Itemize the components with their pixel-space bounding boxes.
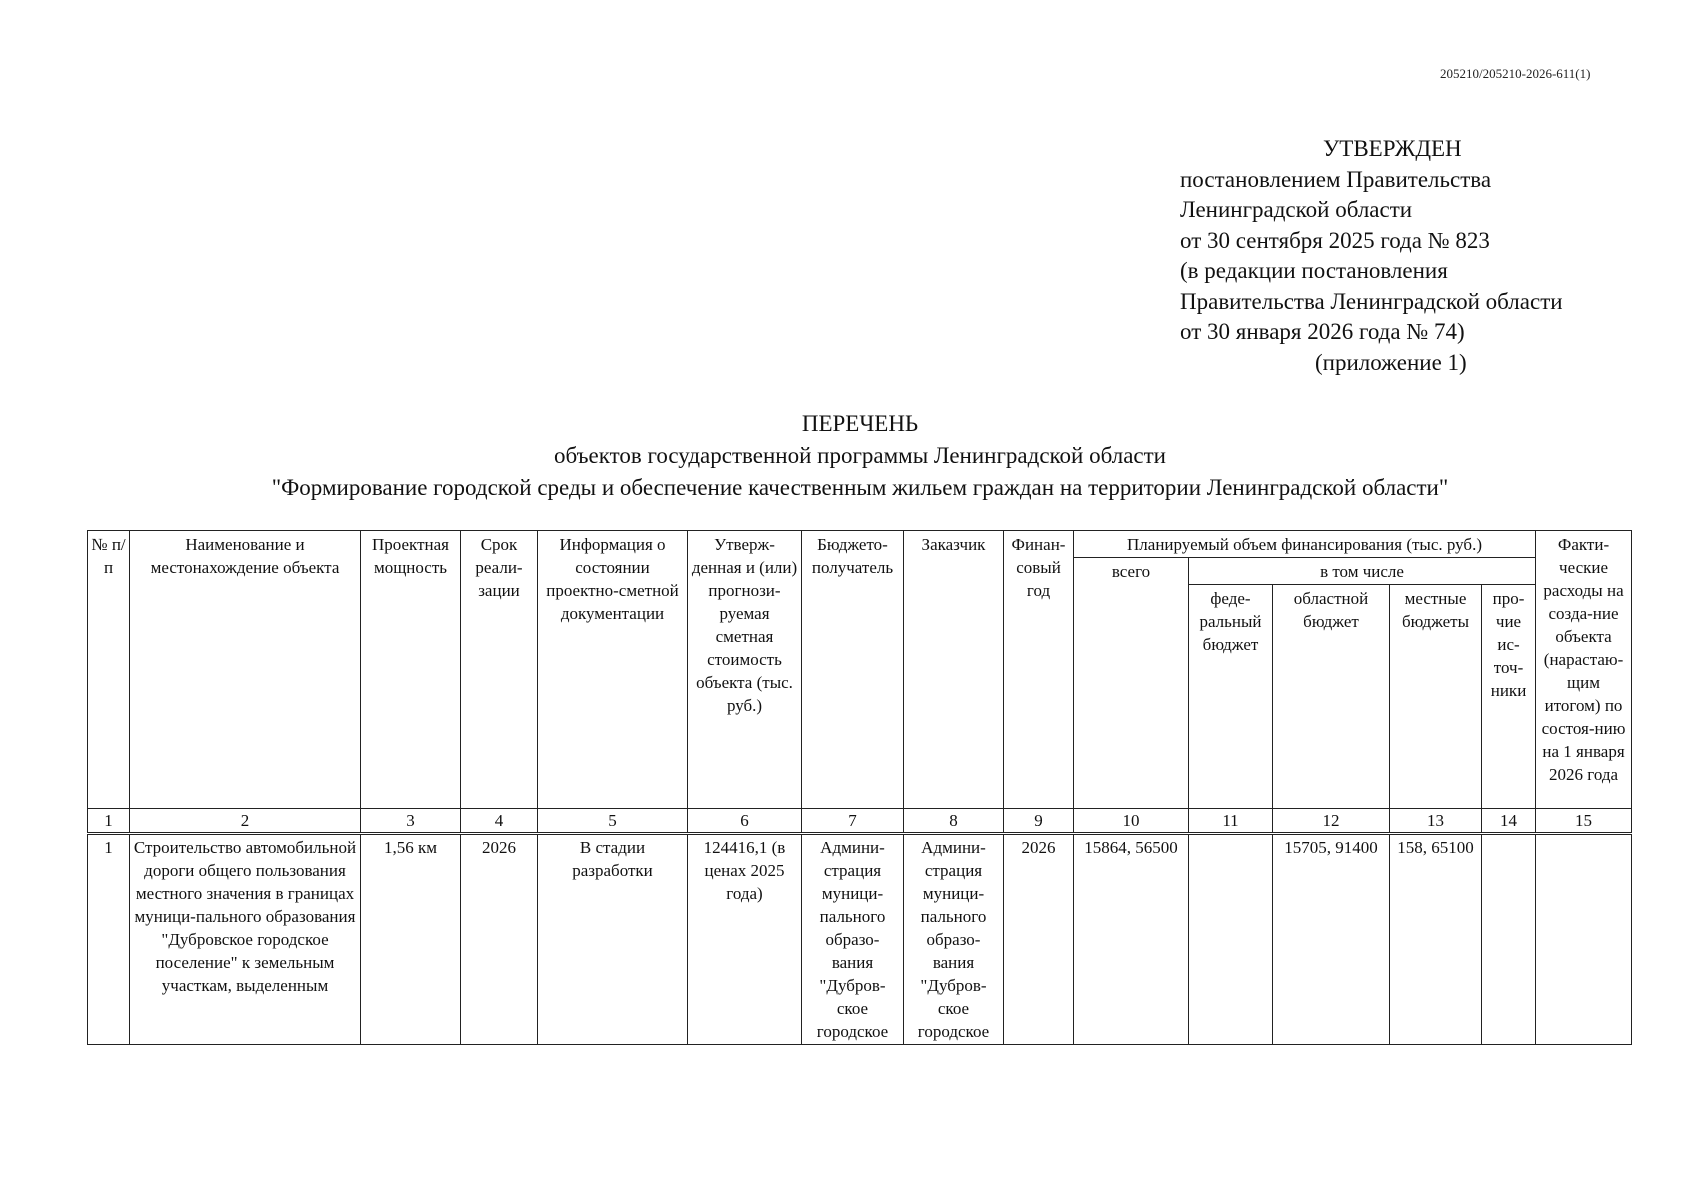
cell-psd-info: В стадии разработки: [538, 834, 688, 1045]
column-number: 1: [88, 809, 130, 834]
column-number: 7: [802, 809, 904, 834]
column-number: 3: [361, 809, 461, 834]
cell-term: 2026: [461, 834, 538, 1045]
approval-line: от 30 января 2026 года № 74): [1180, 319, 1465, 344]
header-actual: Факти-ческие расходы на созда-ние объекта (нарастаю-щим итогом) по состоя-нию на 1 января 2026 года: [1536, 531, 1632, 809]
header-term: Срок реали-зации: [461, 531, 538, 809]
header-planned: Планируемый объем финансирования (тыс. руб.): [1074, 531, 1536, 558]
approval-line: Ленинградской области: [1180, 197, 1413, 222]
approval-line: Правительства Ленинградской области: [1180, 288, 1563, 314]
document-number: 205210/205210-2026-611(1): [1440, 66, 1591, 81]
cell-name: Строительство автомобильной дороги общего пользования местного значения в границах муници-пального образования "Дубровское городское поселение" к земельным участкам, выделенным: [130, 834, 361, 1045]
cell-regional: 15705, 91400: [1273, 834, 1390, 1045]
header-customer: Заказчик: [904, 531, 1004, 809]
approval-appendix: (приложение 1): [1315, 349, 1467, 375]
approval-line: (в редакции постановления: [1180, 258, 1448, 283]
cell-local: 158, 65100: [1390, 834, 1482, 1045]
objects-table: [87, 530, 1632, 1045]
header-name: Наименование и местонахождение объекта: [130, 531, 361, 809]
column-number: 9: [1004, 809, 1074, 834]
column-number: 4: [461, 809, 538, 834]
cell-capacity: 1,56 км: [361, 834, 461, 1045]
column-number: 8: [904, 809, 1004, 834]
cell-actual: [1536, 834, 1632, 1045]
column-number: 13: [1390, 809, 1482, 834]
table-row: [88, 834, 1632, 1045]
column-number: 14: [1482, 809, 1536, 834]
title-line-3: "Формирование городской среды и обеспечение качественным жильем граждан на территории Ленинградской области": [271, 475, 1449, 500]
cell-federal: [1189, 834, 1273, 1045]
header-psd-info: Информация о состоянии проектно-сметной документации: [538, 531, 688, 809]
cell-other: [1482, 834, 1536, 1045]
header-federal: феде-ральный бюджет: [1189, 585, 1273, 809]
title-line-1: ПЕРЕЧЕНЬ: [801, 411, 919, 436]
header-capacity: Проектная мощность: [361, 531, 461, 809]
cell-num: 1: [88, 834, 130, 1045]
header-other: про-чие ис-точ-ники: [1482, 585, 1536, 809]
column-number: 5: [538, 809, 688, 834]
column-numbers-row: [88, 809, 1632, 834]
header-fin-year: Финан-совый год: [1004, 531, 1074, 809]
header-including: в том числе: [1189, 558, 1536, 585]
cell-cost: 124416,1 (в ценах 2025 года): [688, 834, 802, 1045]
document-title: [0, 408, 1694, 504]
column-number: 2: [130, 809, 361, 834]
header-num: № п/п: [88, 531, 130, 809]
title-line-2: объектов государственной программы Ленинградской области: [554, 443, 1166, 468]
header-cost: Утверж-денная и (или) прогнози-руемая сметная стоимость объекта (тыс. руб.): [688, 531, 802, 809]
column-number: 15: [1536, 809, 1632, 834]
header-regional: областной бюджет: [1273, 585, 1390, 809]
column-number: 11: [1189, 809, 1273, 834]
approval-line: постановлением Правительства: [1180, 166, 1492, 192]
approval-heading: УТВЕРЖДЕН: [1323, 136, 1462, 161]
cell-fin-year: 2026: [1004, 834, 1074, 1045]
column-number: 10: [1074, 809, 1189, 834]
approval-block: [1180, 134, 1563, 378]
header-recipient: Бюджето-получатель: [802, 531, 904, 809]
approval-line: от 30 сентября 2025 года № 823: [1180, 227, 1490, 253]
cell-total: 15864, 56500: [1074, 834, 1189, 1045]
header-total: всего: [1074, 558, 1189, 809]
cell-recipient: Админи-страция муници-пального образо-вания "Дубров-ское городское: [802, 834, 904, 1045]
header-local: местные бюджеты: [1390, 585, 1482, 809]
column-number: 12: [1273, 809, 1390, 834]
cell-customer: Админи-страция муници-пального образо-вания "Дубров-ское городское: [904, 834, 1004, 1045]
column-number: 6: [688, 809, 802, 834]
